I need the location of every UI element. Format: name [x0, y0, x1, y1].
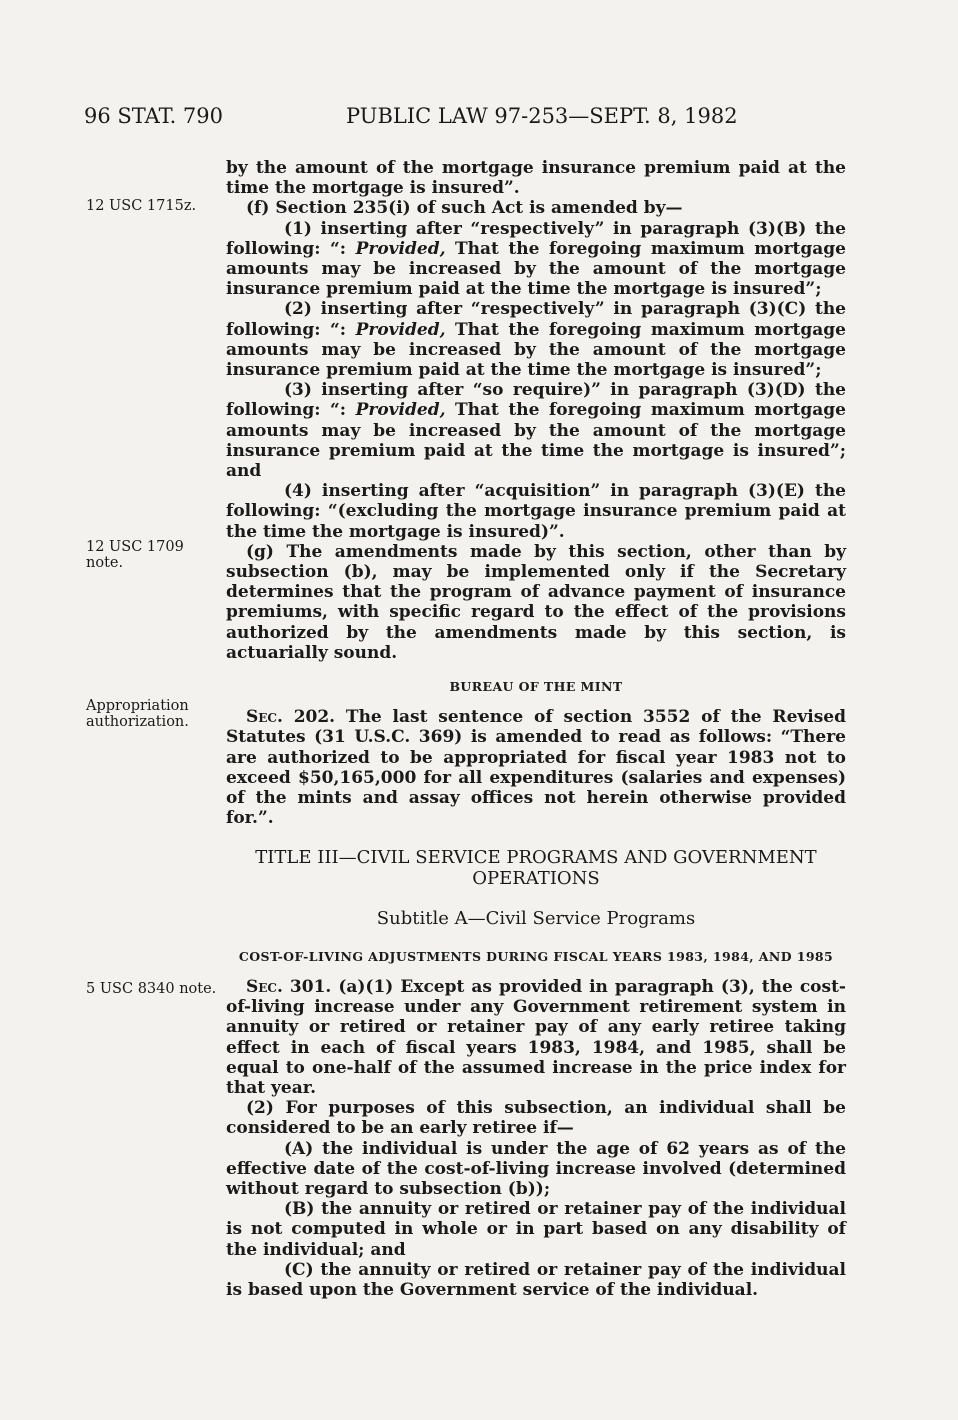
text-run: That the foregoing maximum mortgage amounts may be increased by the amount of the mortgage insurance premium paid at the time the mortgage is insured”;	[226, 238, 846, 300]
section-heading: COST-OF-LIVING ADJUSTMENTS DURING FISCAL YEARS 1983, 1984, AND 1985	[238, 948, 834, 964]
text-run: (a)(1) Except as provided in paragraph (3), the cost-of-living increase under any Government retirement system in annuity or retired or retainer pay of any early retiree taking effect in each of fiscal years 1983, 1984, and 1985, shall be equal to one-half of the assumed increase in the price index for that year.	[226, 976, 846, 1098]
paragraph	[226, 977, 846, 1098]
provided-italic: Provided,	[355, 319, 446, 340]
margin-note: Appropriation authorization.	[86, 698, 189, 730]
section-label: Sec. 301.	[246, 976, 332, 997]
paragraph: (B) the annuity or retired or retainer pay of the individual is not computed in whole or in part based on any disability of the individual; and	[226, 1199, 846, 1260]
paragraph: (2) For purposes of this subsection, an individual shall be considered to be an early retiree if—	[226, 1098, 846, 1139]
statute-body	[226, 158, 846, 1300]
text-run: (3) inserting after “so require)” in paragraph (3)(D) the following: “:	[226, 380, 846, 421]
provided-italic: Provided,	[355, 238, 446, 259]
paragraph: (C) the annuity or retired or retainer pay of the individual is based upon the Government service of the individual.	[226, 1259, 846, 1300]
paragraph: (g) The amendments made by this section, other than by subsection (b), may be implemented only if the Secretary determines that the program of advance payment of insurance premiums, with specific regard to the effect of the provisions authorized by the amendments made by this section, is actuarially sound.	[226, 541, 846, 663]
text-run: The last sentence of section 3552 of the Revised Statutes (31 U.S.C. 369) is amended to read as follows: “There are authorized to be appropriated for fiscal year 1983 not to exceed $50,165,000 for all expenditures (salaries and expenses) of the mints and assay offices not herein otherwise provided for.”.	[226, 707, 846, 829]
text-run: (2) inserting after “respectively” in paragraph (3)(C) the following: “:	[226, 299, 846, 340]
paragraph	[226, 219, 846, 300]
margin-note: 5 USC 8340 note.	[86, 981, 217, 997]
text-run: (1) inserting after “respectively” in paragraph (3)(B) the following: “:	[226, 218, 846, 259]
section-label: Sec. 202.	[246, 707, 336, 728]
margin-note: 12 USC 1715z.	[86, 198, 197, 214]
paragraph	[226, 380, 846, 481]
text-run: That the foregoing maximum mortgage amounts may be increased by the amount of the mortgage insurance premium paid at the time the mortgage is insured”; and	[226, 400, 846, 482]
text-run: That the foregoing maximum mortgage amounts may be increased by the amount of the mortgage insurance premium paid at the time the mortgage is insured”;	[226, 319, 846, 381]
subtitle-heading: Subtitle A—Civil Service Programs	[376, 907, 696, 929]
paragraph: (4) inserting after “acquisition” in paragraph (3)(E) the following: “(excluding the mortgage insurance premium paid at the time the mortgage is insured)”.	[226, 481, 846, 542]
paragraph: (A) the individual is under the age of 62 years as of the effective date of the cost-of-living increase involved (determined without regard to subsection (b));	[226, 1138, 846, 1199]
paragraph: by the amount of the mortgage insurance premium paid at the time the mortgage is insured”.	[226, 158, 846, 199]
title-heading: TITLE III—CIVIL SERVICE PROGRAMS AND GOVERNMENT OPERATIONS	[255, 846, 817, 889]
paragraph: (f) Section 235(i) of such Act is amended by—	[246, 198, 683, 219]
section-heading: BUREAU OF THE MINT	[449, 679, 623, 695]
stat-page-number: 96 STAT. 790	[84, 104, 224, 128]
paragraph	[226, 707, 846, 828]
margin-note: 12 USC 1709 note.	[86, 539, 184, 571]
public-law-header: PUBLIC LAW 97-253—SEPT. 8, 1982	[346, 104, 738, 128]
paragraph	[226, 299, 846, 380]
provided-italic: Provided,	[355, 400, 446, 421]
